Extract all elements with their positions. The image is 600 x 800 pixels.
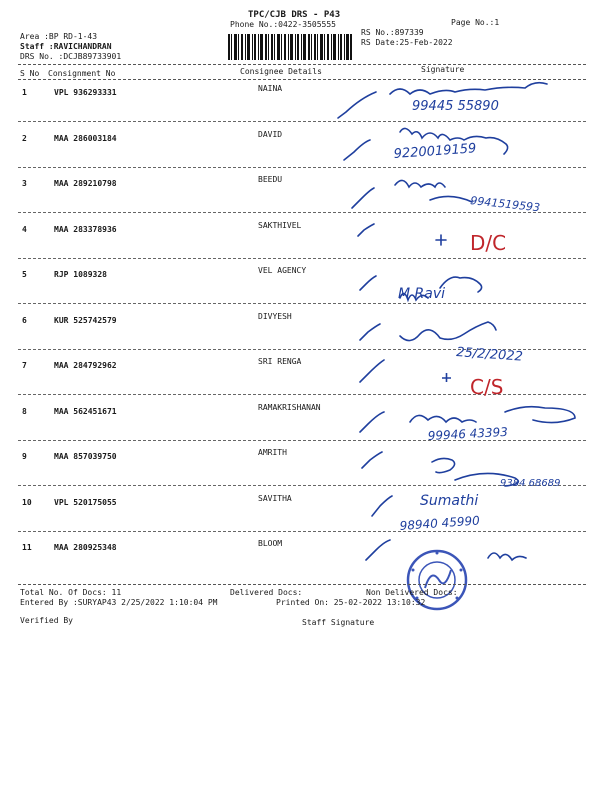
row-consignee-name: VEL AGENCY bbox=[258, 266, 307, 275]
staff-signature-label: Staff Signature bbox=[302, 618, 375, 627]
name-row-10: Sumathi bbox=[420, 493, 479, 509]
barcode-icon bbox=[228, 34, 352, 60]
row-sno: 3 bbox=[22, 179, 27, 188]
column-signature: Signature bbox=[421, 65, 465, 74]
name-row-5: M Ravi bbox=[398, 286, 446, 302]
phone-row-9: 9384 68689 bbox=[500, 478, 561, 489]
row-consignment-number: MAA 286003184 bbox=[54, 133, 117, 143]
table-row bbox=[0, 266, 600, 315]
phone-row-10: 98940 45990 bbox=[399, 513, 481, 533]
table-row bbox=[0, 539, 600, 588]
rs-date: RS Date:25-Feb-2022 bbox=[361, 38, 453, 47]
cs-mark-row-7: C/S bbox=[470, 375, 504, 399]
table-row bbox=[0, 220, 600, 270]
area-label: Area :BP RD-1-43 bbox=[20, 32, 98, 41]
non-delivered-docs: Non Delivered Docs: bbox=[366, 588, 458, 597]
column-sno: S No bbox=[20, 69, 40, 78]
row-sno: 1 bbox=[22, 88, 27, 97]
row-consignment-number: MAA 289210798 bbox=[54, 179, 117, 188]
total-docs: Total No. Of Docs: 11 bbox=[20, 588, 122, 597]
phone-row-3: 9941519593 bbox=[469, 194, 541, 215]
row-consignment-number: MAA 284792962 bbox=[54, 361, 117, 370]
phone-number: Phone No.:0422-3505555 bbox=[230, 20, 336, 29]
row-sno: 7 bbox=[22, 361, 27, 370]
row-divider bbox=[18, 212, 586, 213]
row-consignment-number: RJP 1089328 bbox=[54, 270, 107, 279]
phone-row-8: 99946 43393 bbox=[427, 424, 509, 443]
row-consignment-number: KUR 525742579 bbox=[54, 315, 117, 325]
row-consignment-number: VPL 936293331 bbox=[54, 88, 117, 97]
row-consignee-name: SAKTHIVEL bbox=[258, 220, 302, 230]
date-row-6: 25/2/2022 bbox=[455, 345, 524, 365]
row-sno: 8 bbox=[22, 406, 27, 416]
row-divider bbox=[18, 485, 586, 486]
row-consignment-number: MAA 562451671 bbox=[54, 406, 117, 416]
column-consignment: Consignment No bbox=[48, 69, 116, 78]
footer-rule bbox=[18, 584, 586, 585]
row-consignee-name: DIVYESH bbox=[258, 311, 292, 321]
row-consignment-number: VPL 520175055 bbox=[54, 497, 117, 507]
header-top-rule bbox=[18, 64, 586, 65]
row-sno: 9 bbox=[22, 452, 27, 461]
table-row bbox=[0, 129, 600, 179]
phone-row-1: 99445 55890 bbox=[412, 99, 499, 114]
table-row bbox=[0, 448, 600, 497]
phone-row-2: 9220019159 bbox=[393, 141, 477, 162]
row-divider bbox=[18, 303, 586, 304]
page-number: Page No.:1 bbox=[451, 18, 500, 27]
row-divider bbox=[18, 394, 586, 395]
table-row bbox=[0, 84, 600, 133]
row-sno: 10 bbox=[22, 497, 32, 507]
row-sno: 11 bbox=[22, 543, 32, 552]
row-divider bbox=[18, 167, 586, 168]
table-row bbox=[0, 402, 600, 452]
table-row bbox=[0, 311, 600, 361]
row-divider bbox=[18, 531, 586, 532]
column-consignee: Consignee Details bbox=[240, 67, 322, 76]
entered-by: Entered By :SURYAP43 2/25/2022 1:10:04 PM bbox=[20, 598, 218, 607]
row-sno: 5 bbox=[22, 270, 27, 279]
rs-number: RS No.:897339 bbox=[361, 28, 424, 37]
row-divider bbox=[18, 258, 586, 259]
row-consignee-name: SAVITHA bbox=[258, 493, 292, 503]
document-title: TPC/CJB DRS - P43 bbox=[248, 10, 341, 20]
row-sno: 6 bbox=[22, 315, 27, 325]
row-sno: 4 bbox=[22, 224, 27, 234]
staff-label: Staff :RAVICHANDRAN bbox=[20, 42, 112, 51]
row-divider bbox=[18, 440, 586, 441]
drs-number: DRS No. :DCJB89733901 bbox=[20, 52, 122, 61]
row-consignee-name: RAMAKRISHANAN bbox=[258, 402, 321, 412]
printed-on: Printed On: 25-02-2022 13:10:32 bbox=[276, 598, 426, 607]
row-consignee-name: AMRITH bbox=[258, 448, 287, 457]
delivered-docs: Delivered Docs: bbox=[230, 588, 303, 597]
row-divider bbox=[18, 121, 586, 122]
table-row bbox=[0, 357, 600, 406]
row-consignment-number: MAA 283378936 bbox=[54, 224, 117, 234]
verified-by-label: Verified By bbox=[20, 616, 73, 625]
row-consignee-name: SRI RENGA bbox=[258, 357, 302, 366]
table-row bbox=[0, 493, 600, 543]
row-sno: 2 bbox=[22, 133, 27, 143]
row-divider bbox=[18, 349, 586, 350]
header-bottom-rule bbox=[18, 79, 586, 80]
row-consignee-name: NAINA bbox=[258, 84, 283, 93]
dc-mark-row-4: D/C bbox=[470, 231, 507, 255]
row-consignment-number: MAA 857039750 bbox=[54, 452, 117, 461]
table-row bbox=[0, 175, 600, 224]
row-consignee-name: BLOOM bbox=[258, 539, 283, 548]
row-consignment-number: MAA 280925348 bbox=[54, 543, 117, 552]
row-consignee-name: BEEDU bbox=[258, 175, 283, 184]
row-consignee-name: DAVID bbox=[258, 129, 283, 139]
